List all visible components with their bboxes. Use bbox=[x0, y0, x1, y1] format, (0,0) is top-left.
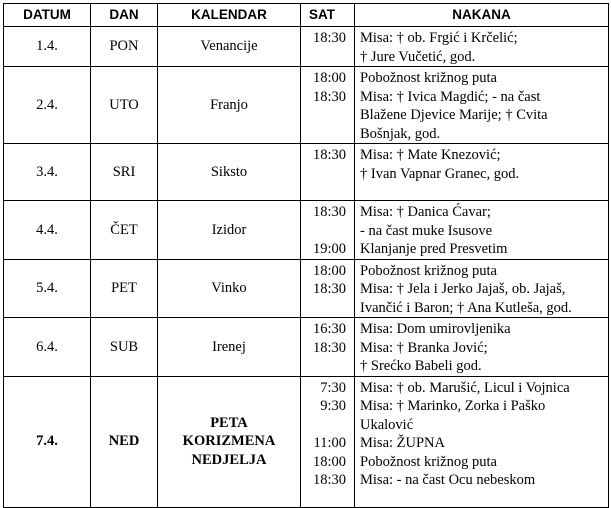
nakana-line: Misa: † ob. Marušić, Licul i Vojnica bbox=[360, 379, 570, 396]
cell-kalendar bbox=[158, 144, 301, 201]
cell-kalendar bbox=[158, 259, 301, 318]
kalendar-line: PETA bbox=[210, 414, 248, 431]
nakana-line: Misa: † Danica Ćavar; bbox=[360, 204, 491, 220]
sat-line: 11:00 bbox=[313, 435, 346, 451]
kalendar-line: Franjo bbox=[210, 96, 248, 113]
nakana-line: Pobožnost križnog puta bbox=[360, 70, 497, 86]
cell-sat bbox=[301, 67, 355, 144]
kalendar-line: Izidor bbox=[211, 221, 247, 238]
table-row bbox=[4, 259, 609, 318]
sat-line: 16:30 bbox=[312, 321, 346, 337]
cell-nakana bbox=[355, 376, 609, 507]
cell-dan: SUB bbox=[91, 318, 158, 377]
header-dan: DAN bbox=[91, 4, 158, 27]
cell-kalendar bbox=[158, 201, 301, 260]
cell-nakana bbox=[355, 144, 609, 201]
cell-nakana bbox=[355, 201, 609, 260]
cell-dan: PET bbox=[91, 259, 158, 318]
sat-line: 18:30 bbox=[312, 147, 346, 163]
table-row bbox=[4, 201, 609, 260]
cell-nakana bbox=[355, 259, 609, 318]
cell-dan: SRI bbox=[91, 144, 158, 201]
sat-line: 18:00 bbox=[312, 70, 346, 86]
nakana-line: Misa: † ob. Frgić i Krčelić; bbox=[360, 30, 518, 46]
kalendar-line: KORIZMENA bbox=[182, 433, 276, 450]
nakana-line: Misa: - na čast Ocu nebeskom bbox=[360, 472, 536, 488]
cell-nakana bbox=[355, 318, 609, 377]
cell-sat bbox=[301, 259, 355, 318]
table-row bbox=[4, 144, 609, 201]
sat-line bbox=[301, 222, 346, 241]
mass-schedule-table bbox=[3, 3, 609, 508]
cell-kalendar bbox=[158, 67, 301, 144]
nakana-line: † Srećko Babeli god. bbox=[360, 358, 482, 374]
cell-nakana bbox=[355, 67, 609, 144]
nakana-line: † Ivan Vapnar Granec, god. bbox=[360, 165, 520, 182]
nakana-line: Misa: † Jela i Jerko Jajaš, ob. Jajaš, bbox=[360, 281, 566, 297]
cell-sat bbox=[301, 318, 355, 377]
sat-line: 18:00 bbox=[312, 262, 346, 279]
sat-line: 18:30 bbox=[312, 88, 346, 105]
table-row bbox=[4, 27, 609, 67]
cell-datum: 4.4. bbox=[4, 201, 91, 260]
cell-sat bbox=[301, 144, 355, 201]
sat-line bbox=[301, 416, 346, 435]
cell-kalendar bbox=[158, 27, 301, 67]
cell-nakana bbox=[355, 27, 609, 67]
nakana-line: Blažene Djevice Marije; † Cvita bbox=[360, 107, 548, 123]
table-row bbox=[4, 318, 609, 377]
nakana-line: - na čast muke Isusove bbox=[360, 222, 493, 239]
sat-line: 18:30 bbox=[312, 281, 346, 297]
kalendar-line: NEDJELJA bbox=[191, 451, 267, 468]
nakana-line: † Jure Vučetić, god. bbox=[360, 48, 476, 65]
nakana-line: Pobožnost križnog puta bbox=[360, 262, 497, 279]
sat-line: 19:00 bbox=[312, 241, 346, 257]
kalendar-line: Siksto bbox=[210, 163, 248, 180]
cell-sat bbox=[301, 27, 355, 67]
table-row bbox=[4, 67, 609, 144]
cell-datum: 5.4. bbox=[4, 259, 91, 318]
kalendar-line: Venancije bbox=[200, 38, 258, 55]
nakana-line: Misa: ŽUPNA bbox=[360, 435, 445, 451]
sat-line: 18:30 bbox=[312, 204, 346, 220]
nakana-line: Misa: † Mate Knezović; bbox=[360, 147, 501, 163]
cell-datum: 1.4. bbox=[4, 27, 91, 67]
sat-line: 9:30 bbox=[320, 398, 346, 414]
cell-dan: UTO bbox=[91, 67, 158, 144]
sat-line: 18:30 bbox=[312, 339, 346, 356]
sat-line: 7:30 bbox=[320, 379, 346, 396]
header-nakana: NAKANA bbox=[355, 4, 609, 27]
nakana-line: Pobožnost križnog puta bbox=[360, 453, 497, 470]
sat-line: 18:00 bbox=[312, 453, 346, 470]
header-row bbox=[4, 4, 609, 27]
nakana-line: Ivančić i Baron; † Ana Kutleša, god. bbox=[360, 299, 572, 316]
cell-dan: PON bbox=[91, 27, 158, 67]
kalendar-line: Vinko bbox=[211, 280, 247, 296]
cell-datum: 3.4. bbox=[4, 144, 91, 201]
nakana-line: Klanjanje pred Presvetim bbox=[360, 241, 508, 257]
nakana-line: Misa: Dom umirovljenika bbox=[360, 321, 511, 337]
cell-sat bbox=[301, 201, 355, 260]
cell-datum: 2.4. bbox=[4, 67, 91, 144]
cell-dan: NED bbox=[91, 376, 158, 507]
cell-kalendar bbox=[158, 376, 301, 507]
nakana-line: Ukalović bbox=[360, 416, 414, 433]
sat-line: 18:30 bbox=[312, 472, 346, 488]
cell-datum: 7.4. bbox=[4, 376, 91, 507]
sat-line: 18:30 bbox=[312, 30, 346, 46]
header-datum: DATUM bbox=[4, 4, 91, 27]
nakana-line: Misa: † Branka Jović; bbox=[360, 339, 488, 356]
nakana-line: Bošnjak, god. bbox=[360, 125, 441, 142]
cell-kalendar bbox=[158, 318, 301, 377]
table-row bbox=[4, 376, 609, 507]
cell-dan: ČET bbox=[91, 201, 158, 260]
cell-datum: 6.4. bbox=[4, 318, 91, 377]
header-kalendar: KALENDAR bbox=[158, 4, 301, 27]
cell-sat bbox=[301, 376, 355, 507]
kalendar-line: Irenej bbox=[212, 338, 246, 355]
header-sat: SAT bbox=[301, 4, 355, 27]
nakana-line: Misa: † Marinko, Zorka i Paško bbox=[360, 398, 546, 414]
nakana-line: Misa: † Ivica Magdić; - na čast bbox=[360, 88, 541, 105]
